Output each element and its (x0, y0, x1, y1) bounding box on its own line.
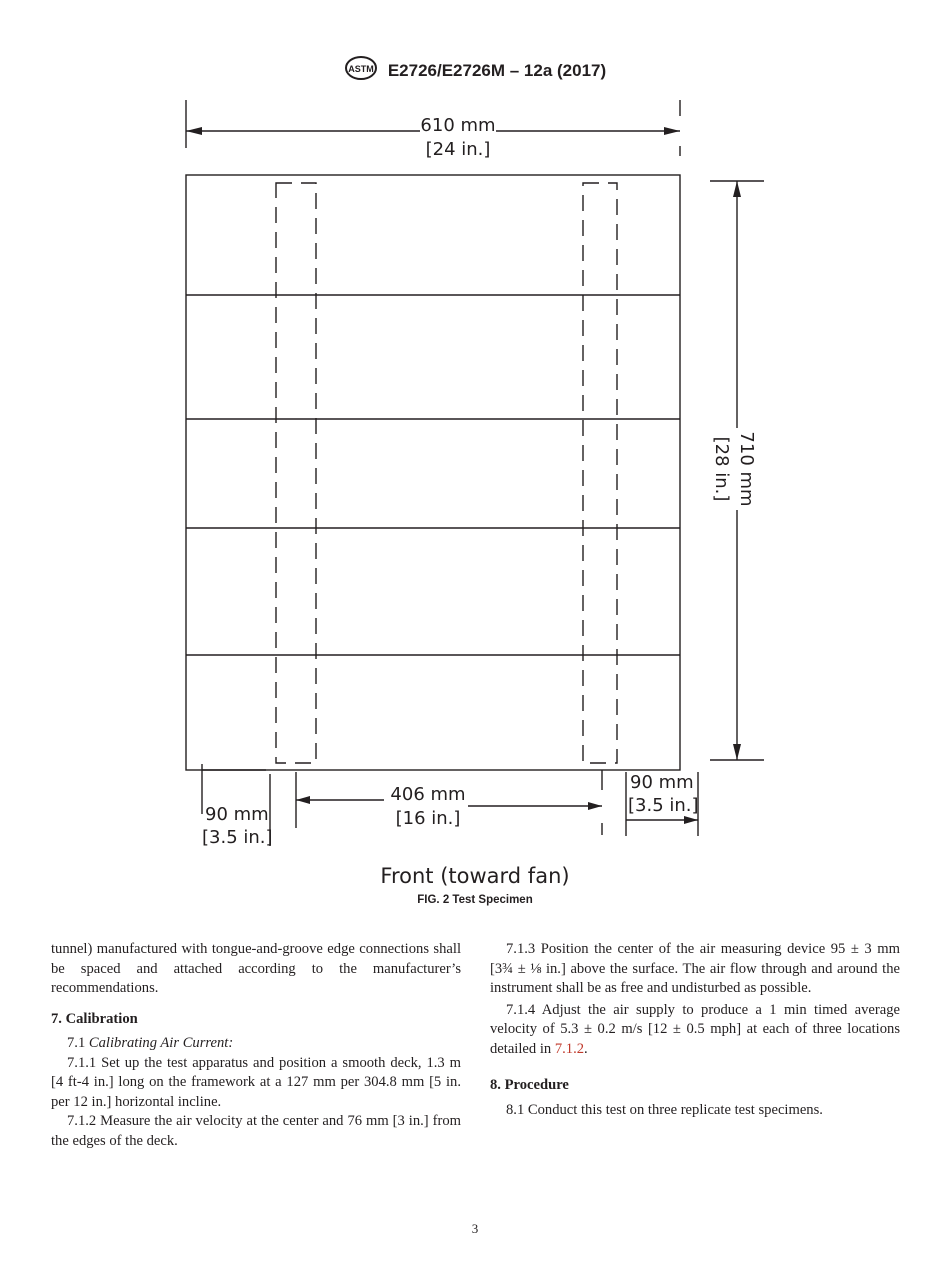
joist-left (276, 183, 316, 763)
standard-designation: E2726/E2726M – 12a (2017) (387, 60, 607, 80)
right-offset-mm: 90 mm (630, 772, 694, 793)
paragraph-7-1 (51, 1034, 461, 1054)
height-label-mm: 710 mm (736, 431, 757, 507)
paragraph-7-1-3: 7.1.3 Position the center of the air measuring device 95 ± 3 mm [3¾ ± ⅛ in.] above the surface. The air flow through and around the instrument shall be as free and undisturbed as possible. (490, 941, 900, 996)
left-offset-mm: 90 mm (205, 804, 269, 825)
paragraph-7-1-4-end: . (584, 1040, 588, 1057)
right-offset-in: [3.5 in.] (628, 795, 699, 816)
paragraph-7-1-2: 7.1.2 Measure the air velocity at the center and 76 mm [3 in.] from the edges of the deck. (51, 1113, 461, 1149)
arrow-right-icon (588, 802, 602, 810)
paragraph-7-1-4-text: 7.1.4 Adjust the air supply to produce a 1 min timed average velocity of 5.3 ± 0.2 m/s [12 ± 0.5 mph] at each of three locations detailed in (490, 1001, 900, 1057)
left-offset-in: [3.5 in.] (202, 827, 273, 848)
logo-text: ASTM (348, 64, 374, 74)
specimen-outline (186, 175, 680, 770)
paragraph-7-1-4 (490, 1001, 900, 1060)
arrow-left-icon (296, 796, 310, 804)
test-specimen-figure (0, 90, 950, 890)
arrow-up-icon (733, 181, 741, 197)
spacing-mm: 406 mm (390, 784, 466, 805)
arrow-right-icon (664, 127, 680, 135)
section-8-heading: 8. Procedure (490, 1077, 569, 1093)
paragraph-8-1: 8.1 Conduct this test on three replicate test specimens. (506, 1101, 823, 1118)
page-header (0, 55, 950, 86)
arrow-right-icon (684, 816, 698, 824)
width-label-in: [24 in.] (425, 139, 491, 160)
spacing-in: [16 in.] (395, 808, 461, 829)
arrow-down-icon (733, 744, 741, 760)
figure-caption: FIG. 2 Test Specimen (417, 894, 533, 906)
paragraph-7-1-title: Calibrating Air Current: (88, 1035, 234, 1051)
width-label-mm: 610 mm (420, 115, 496, 136)
joist-right (583, 183, 617, 763)
height-label-in: [28 in.] (711, 436, 732, 502)
paragraph-7-1-1: 7.1.1 Set up the test apparatus and position a smooth deck, 1.3 m [4 ft-4 in.] long on the framework at a 127 mm per 304.8 mm [5 in. per 12 in.] horizontal incline. (51, 1054, 461, 1110)
paragraph-7-1-number: 7.1 (67, 1035, 89, 1051)
section-7-heading: 7. Calibration (51, 1010, 138, 1027)
left-column (51, 940, 461, 1151)
continuation-paragraph: tunnel) manufactured with tongue-and-groove edge connections shall be spaced and attached according to the manufacturer’s recommendations. (51, 941, 461, 996)
front-label: Front (toward fan) (380, 864, 570, 888)
section-7-1-2-link[interactable]: 7.1.2 (554, 1040, 585, 1057)
astm-logo-icon (344, 55, 378, 86)
right-column (490, 940, 900, 1120)
arrow-left-icon (186, 127, 202, 135)
page-number: 3 (471, 1221, 479, 1236)
